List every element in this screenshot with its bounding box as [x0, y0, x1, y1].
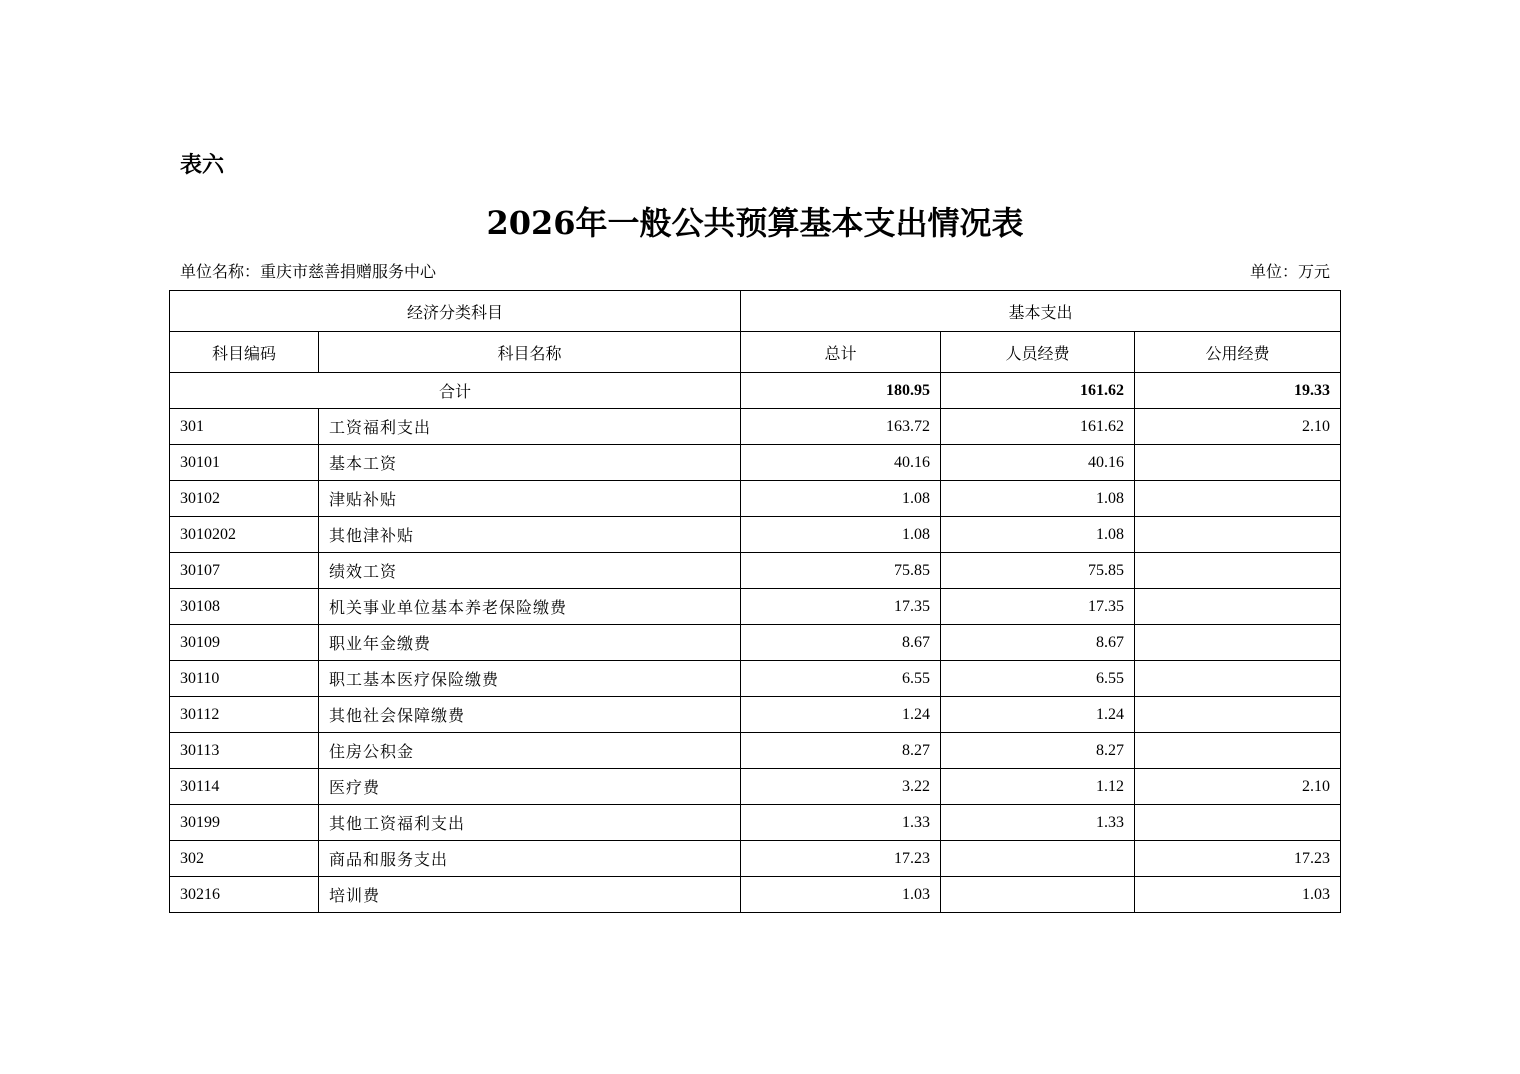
- header-basic-expenditure: 基本支出: [741, 291, 1341, 332]
- row-code: 30112: [170, 697, 319, 733]
- table-row: [170, 877, 1341, 913]
- table-row: [170, 625, 1341, 661]
- table-row: [170, 445, 1341, 481]
- row-total: 40.16: [741, 445, 941, 481]
- row-public: 17.23: [1135, 841, 1341, 877]
- total-total: 180.95: [741, 373, 941, 409]
- row-code: 30102: [170, 481, 319, 517]
- page-title: 2026年一般公共预算基本支出情况表: [486, 204, 1024, 242]
- total-public: 19.33: [1135, 373, 1341, 409]
- row-public: [1135, 733, 1341, 769]
- row-total: 6.55: [741, 661, 941, 697]
- row-name: 职业年金缴费: [319, 625, 741, 661]
- row-personnel: 1.12: [941, 769, 1135, 805]
- row-personnel: [941, 877, 1135, 913]
- row-code: 30113: [170, 733, 319, 769]
- table-row: [170, 733, 1341, 769]
- row-code: 30101: [170, 445, 319, 481]
- budget-table: [169, 290, 1341, 913]
- row-personnel: 75.85: [941, 553, 1135, 589]
- row-total: 3.22: [741, 769, 941, 805]
- row-public: 1.03: [1135, 877, 1341, 913]
- row-total: 17.23: [741, 841, 941, 877]
- table-row: [170, 589, 1341, 625]
- row-public: 2.10: [1135, 409, 1341, 445]
- row-name: 培训费: [319, 877, 741, 913]
- row-personnel: 1.24: [941, 697, 1135, 733]
- currency-unit: 单位：万元: [1249, 262, 1330, 281]
- row-name: 工资福利支出: [319, 409, 741, 445]
- row-public: [1135, 445, 1341, 481]
- row-public: [1135, 589, 1341, 625]
- row-code: 30109: [170, 625, 319, 661]
- row-public: [1135, 661, 1341, 697]
- header-total: 总计: [741, 332, 941, 373]
- header-code: 科目编码: [170, 332, 319, 373]
- row-total: 8.67: [741, 625, 941, 661]
- row-name: 其他工资福利支出: [319, 805, 741, 841]
- row-name: 机关事业单位基本养老保险缴费: [319, 589, 741, 625]
- row-personnel: 8.27: [941, 733, 1135, 769]
- row-personnel: 161.62: [941, 409, 1135, 445]
- row-name: 基本工资: [319, 445, 741, 481]
- row-code: 30110: [170, 661, 319, 697]
- row-name: 职工基本医疗保险缴费: [319, 661, 741, 697]
- row-total: 75.85: [741, 553, 941, 589]
- table-row: [170, 481, 1341, 517]
- row-total: 17.35: [741, 589, 941, 625]
- table-row: [170, 805, 1341, 841]
- row-code: 302: [170, 841, 319, 877]
- row-public: [1135, 805, 1341, 841]
- row-code: 30108: [170, 589, 319, 625]
- header-personnel: 人员经费: [941, 332, 1135, 373]
- row-public: [1135, 697, 1341, 733]
- table-row: [170, 769, 1341, 805]
- row-code: 30216: [170, 877, 319, 913]
- row-personnel: [941, 841, 1135, 877]
- row-code: 30114: [170, 769, 319, 805]
- row-personnel: 1.33: [941, 805, 1135, 841]
- row-name: 其他社会保障缴费: [319, 697, 741, 733]
- unit-name: 单位名称：重庆市慈善捐赠服务中心: [180, 262, 437, 281]
- row-code: 30199: [170, 805, 319, 841]
- row-total: 1.33: [741, 805, 941, 841]
- row-personnel: 8.67: [941, 625, 1135, 661]
- table-row: [170, 409, 1341, 445]
- row-code: 3010202: [170, 517, 319, 553]
- row-name: 津贴补贴: [319, 481, 741, 517]
- total-label: 合计: [170, 373, 741, 409]
- row-public: 2.10: [1135, 769, 1341, 805]
- row-code: 30107: [170, 553, 319, 589]
- table-row: [170, 553, 1341, 589]
- row-total: 1.24: [741, 697, 941, 733]
- row-total: 163.72: [741, 409, 941, 445]
- row-name: 住房公积金: [319, 733, 741, 769]
- table-row: [170, 841, 1341, 877]
- row-personnel: 40.16: [941, 445, 1135, 481]
- row-personnel: 6.55: [941, 661, 1135, 697]
- table-row: [170, 661, 1341, 697]
- row-personnel: 1.08: [941, 517, 1135, 553]
- header-name: 科目名称: [319, 332, 741, 373]
- row-public: [1135, 481, 1341, 517]
- row-name: 商品和服务支出: [319, 841, 741, 877]
- total-personnel: 161.62: [941, 373, 1135, 409]
- row-public: [1135, 553, 1341, 589]
- table-row: [170, 517, 1341, 553]
- row-personnel: 1.08: [941, 481, 1135, 517]
- row-total: 1.08: [741, 517, 941, 553]
- row-name: 绩效工资: [319, 553, 741, 589]
- table-row: [170, 697, 1341, 733]
- total-row: [170, 373, 1341, 409]
- header-public: 公用经费: [1135, 332, 1341, 373]
- header-econ-category: 经济分类科目: [170, 291, 741, 332]
- row-total: 1.08: [741, 481, 941, 517]
- row-personnel: 17.35: [941, 589, 1135, 625]
- table-label: 表六: [180, 153, 225, 178]
- header-row: [170, 332, 1341, 373]
- header-group-row: [170, 291, 1341, 332]
- row-total: 1.03: [741, 877, 941, 913]
- row-public: [1135, 625, 1341, 661]
- row-total: 8.27: [741, 733, 941, 769]
- row-code: 301: [170, 409, 319, 445]
- row-public: [1135, 517, 1341, 553]
- row-name: 其他津补贴: [319, 517, 741, 553]
- row-name: 医疗费: [319, 769, 741, 805]
